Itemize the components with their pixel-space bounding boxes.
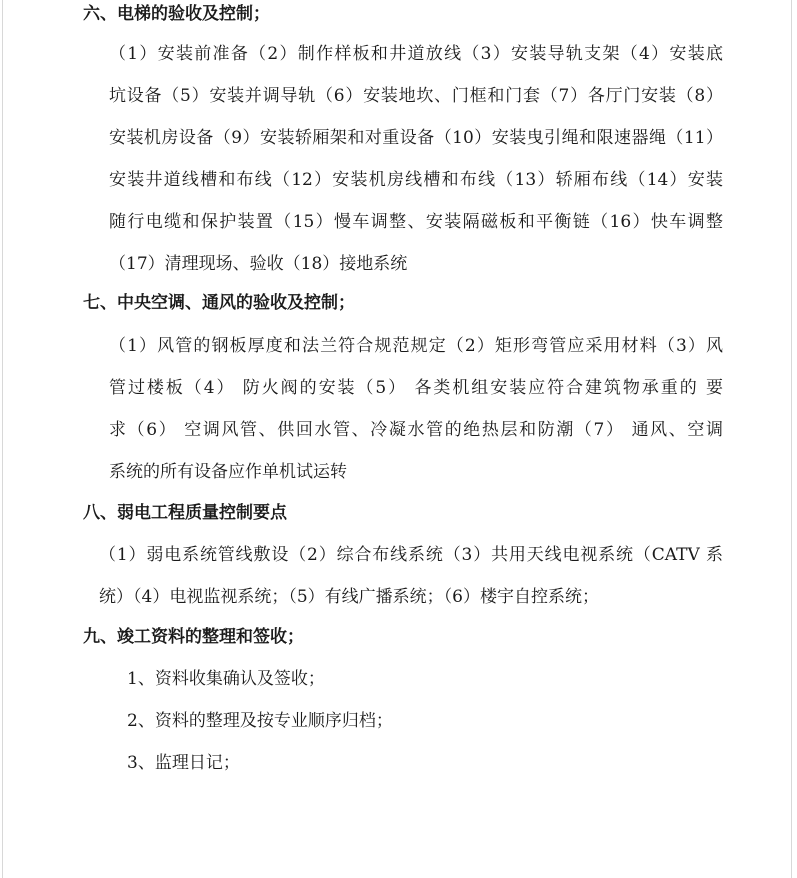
section-6-line-6: （17）清理现场、验收（18）接地系统 (109, 254, 408, 274)
document-page (2, 0, 792, 878)
section-9-item-3: 3、监理日记； (127, 753, 240, 773)
section-6-heading: 六、电梯的验收及控制； (83, 4, 270, 24)
section-8-heading: 八、弱电工程质量控制要点 (83, 503, 287, 523)
section-6-line-2: 坑设备（5）安装并调导轨（6）安装地坎、门框和门套（7）各厅门安装（8） (109, 86, 723, 106)
section-7-heading: 七、中央空调、通风的验收及控制； (83, 293, 355, 313)
section-7-line-4: 系统的所有设备应作单机试运转 (109, 462, 347, 482)
section-6-line-3: 安装机房设备（9）安装轿厢架和对重设备（10）安装曳引绳和限速器绳（11） (109, 128, 723, 148)
section-8-line-1: （1）弱电系统管线敷设（2）综合布线系统（3）共用天线电视系统（CATV 系 (99, 545, 723, 565)
section-6-line-4: 安装井道线槽和布线（12）安装机房线槽和布线（13）轿厢布线（14）安装 (109, 170, 723, 190)
section-6-line-5: 随行电缆和保护装置（15）慢车调整、安装隔磁板和平衡链（16）快车调整 (109, 212, 723, 232)
section-9-item-1: 1、资料收集确认及签收； (127, 669, 325, 689)
section-7-line-1: （1）风管的钢板厚度和法兰符合规范规定（2）矩形弯管应采用材料（3）风 (109, 336, 723, 356)
section-7-line-2: 管过楼板（4） 防火阀的安装（5） 各类机组安装应符合建筑物承重的 要 (109, 378, 723, 398)
section-8-line-2: 统）（4）电视监视系统；（5）有线广播系统；（6）楼宇自控系统； (99, 587, 599, 607)
section-7-line-3: 求（6） 空调风管、供回水管、冷凝水管的绝热层和防潮（7） 通风、空调 (109, 420, 723, 440)
section-9-heading: 九、竣工资料的整理和签收； (83, 627, 304, 647)
section-9-item-2: 2、资料的整理及按专业顺序归档； (127, 711, 393, 731)
section-6-line-1: （1）安装前准备（2）制作样板和井道放线（3）安装导轨支架（4）安装底 (109, 44, 723, 64)
